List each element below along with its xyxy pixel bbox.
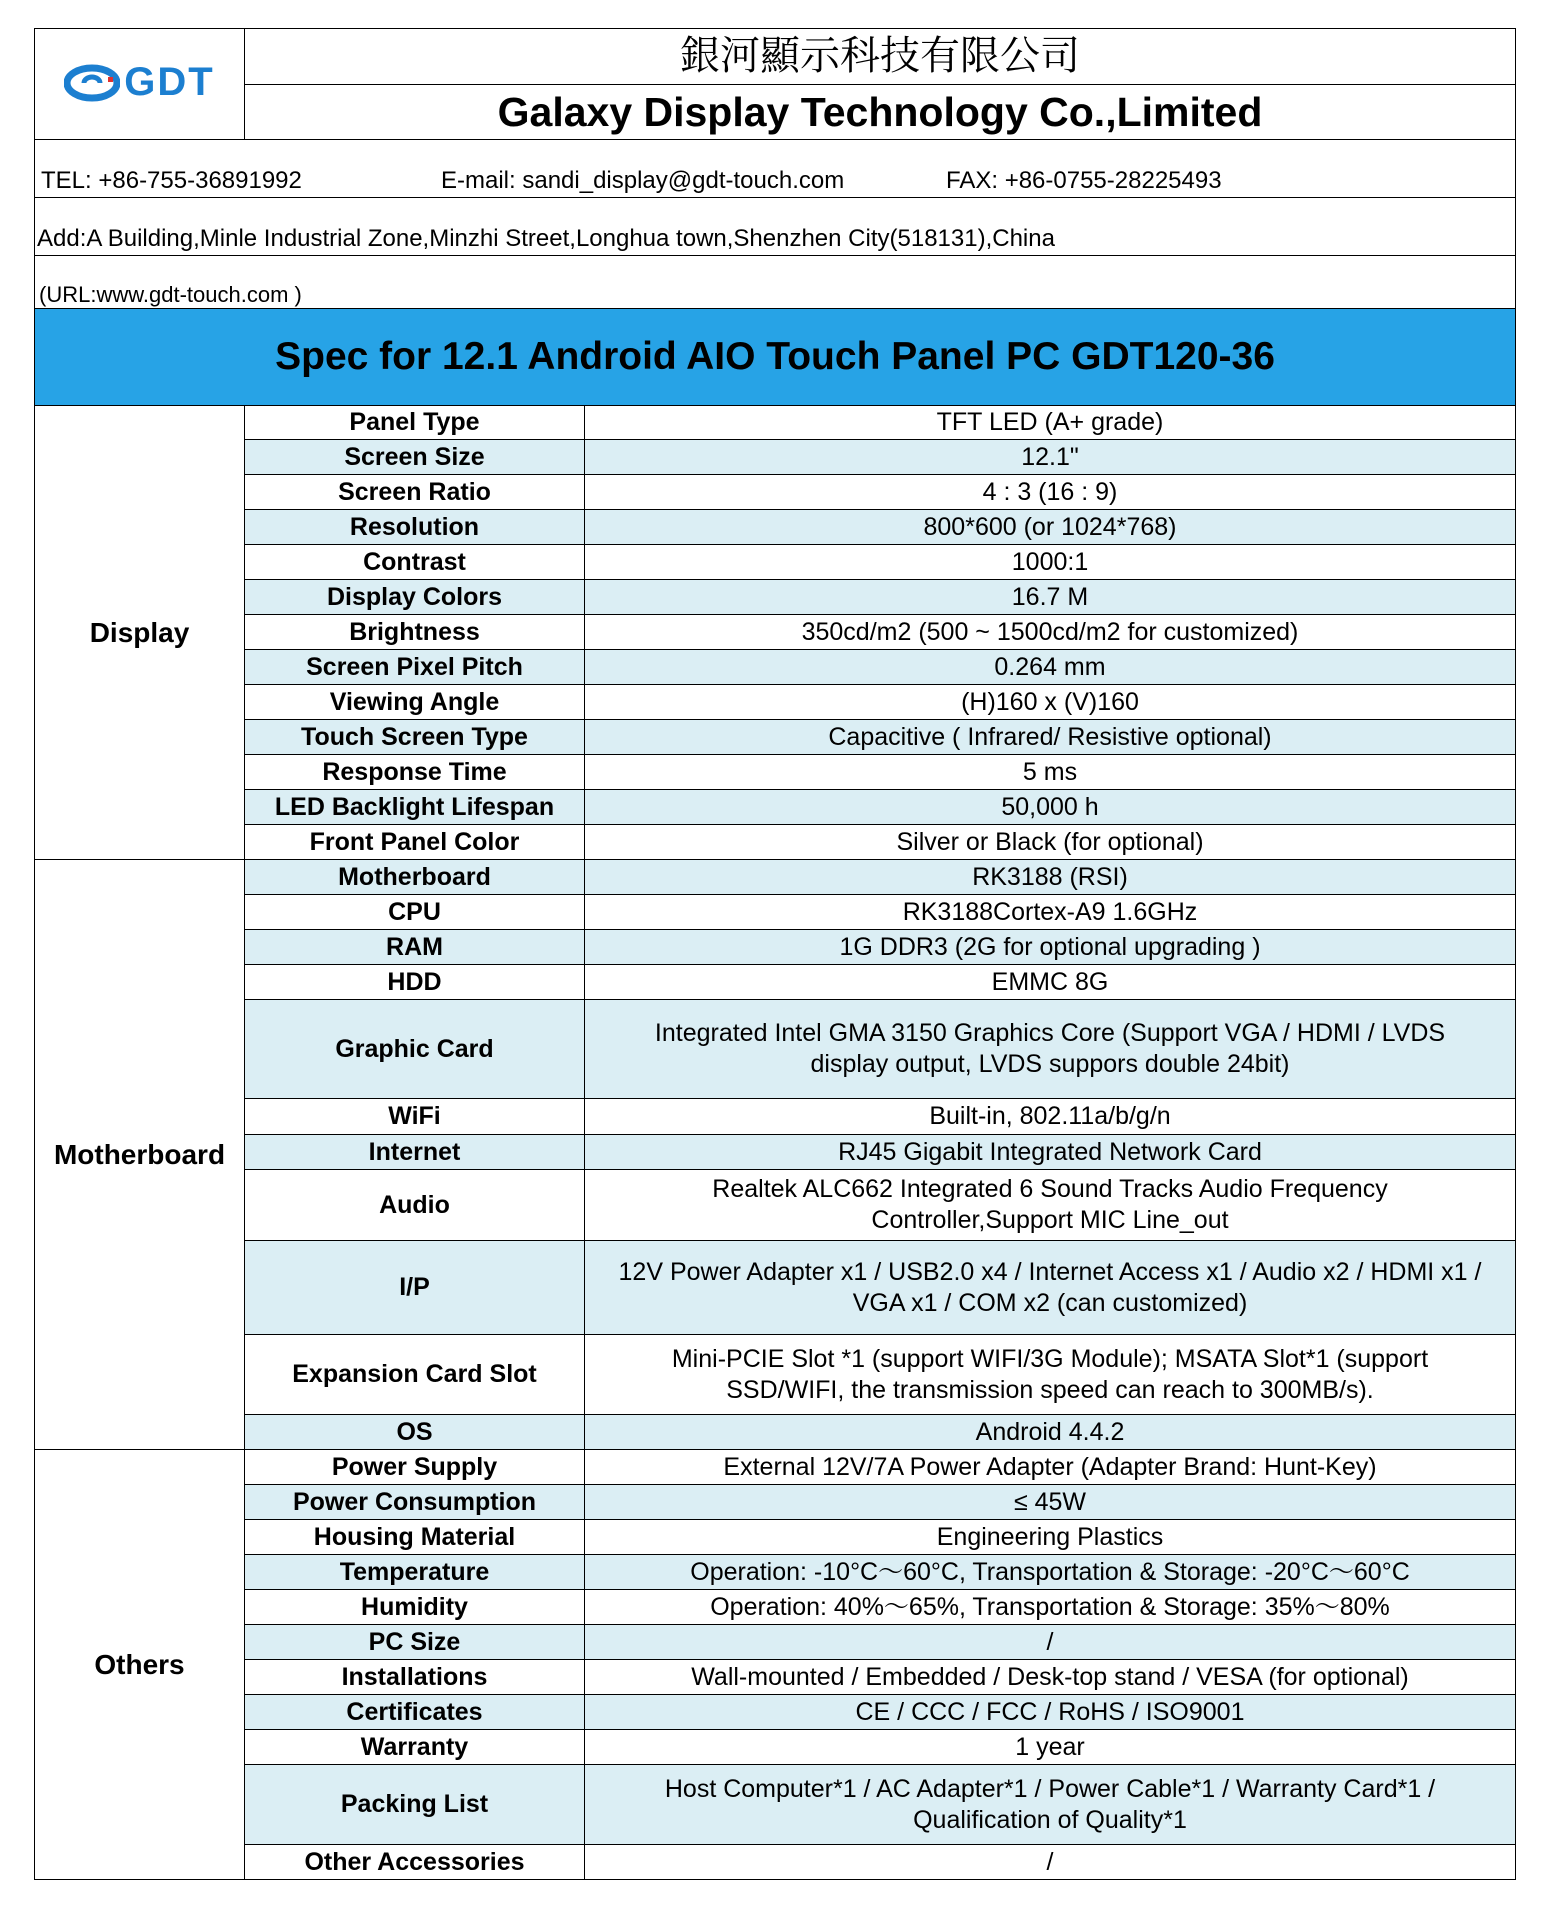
spec-label: Resolution xyxy=(245,510,585,545)
email-text: E-mail: sandi_display@gdt-touch.com xyxy=(441,167,845,194)
spec-value: 50,000 h xyxy=(585,790,1516,825)
spec-value: 1000:1 xyxy=(585,545,1516,580)
spec-value: Operation: 40%～65%, Transportation & Storage: 35%～80% xyxy=(585,1590,1516,1625)
logo-text: GDT xyxy=(124,60,215,105)
spec-label: Front Panel Color xyxy=(245,825,585,860)
tel-text: TEL: +86-755-36891992 xyxy=(41,167,302,194)
spec-label: Temperature xyxy=(245,1555,585,1590)
spec-value: 5 ms xyxy=(585,755,1516,790)
spec-sheet xyxy=(34,28,1516,1880)
spec-value: Engineering Plastics xyxy=(585,1520,1516,1555)
spec-label: HDD xyxy=(245,965,585,1000)
contact-line xyxy=(35,140,1516,198)
spec-value: 12V Power Adapter x1 / USB2.0 x4 / Internet Access x1 / Audio x2 / HDMI x1 / VGA x1 / COM x2 (can customized) xyxy=(585,1241,1516,1335)
spec-value: Silver or Black (for optional) xyxy=(585,825,1516,860)
spec-label: Contrast xyxy=(245,545,585,580)
spec-label: Audio xyxy=(245,1170,585,1241)
spec-value: (H)160 x (V)160 xyxy=(585,685,1516,720)
spec-label: LED Backlight Lifespan xyxy=(245,790,585,825)
spec-label: Graphic Card xyxy=(245,1000,585,1099)
spec-label: Certificates xyxy=(245,1695,585,1730)
spec-value: TFT LED (A+ grade) xyxy=(585,406,1516,440)
spec-label: Installations xyxy=(245,1660,585,1695)
spec-value: 0.264 mm xyxy=(585,650,1516,685)
spec-value: External 12V/7A Power Adapter (Adapter Brand: Hunt-Key) xyxy=(585,1450,1516,1485)
spec-value: Integrated Intel GMA 3150 Graphics Core (Support VGA / HDMI / LVDS display output, LVDS suppors double 24bit) xyxy=(585,1000,1516,1099)
spec-value: 350cd/m2 (500 ~ 1500cd/m2 for customized) xyxy=(585,615,1516,650)
address-text: Add:A Building,Minle Industrial Zone,Minzhi Street,Longhua town,Shenzhen City(518131),China xyxy=(35,198,1516,256)
category-display: Display xyxy=(35,406,245,860)
spec-value: / xyxy=(585,1625,1516,1660)
spec-label: Screen Ratio xyxy=(245,475,585,510)
spec-value: RJ45 Gigabit Integrated Network Card xyxy=(585,1135,1516,1170)
spec-label: Motherboard xyxy=(245,860,585,895)
spec-value: CE / CCC / FCC / RoHS / ISO9001 xyxy=(585,1695,1516,1730)
spec-label: Panel Type xyxy=(245,406,585,440)
spec-label: Screen Pixel Pitch xyxy=(245,650,585,685)
spec-value: Host Computer*1 / AC Adapter*1 / Power Cable*1 / Warranty Card*1 / Qualification of Quality*1 xyxy=(585,1765,1516,1845)
spec-value: 800*600 (or 1024*768) xyxy=(585,510,1516,545)
spec-value: Android 4.4.2 xyxy=(585,1415,1516,1450)
spec-label: RAM xyxy=(245,930,585,965)
spec-label: OS xyxy=(245,1415,585,1450)
spec-label: Brightness xyxy=(245,615,585,650)
spec-label: Humidity xyxy=(245,1590,585,1625)
spec-value: / xyxy=(585,1845,1516,1880)
spec-value: RK3188Cortex-A9 1.6GHz xyxy=(585,895,1516,930)
spec-value: Built-in, 802.11a/b/g/n xyxy=(585,1099,1516,1135)
spec-label: Packing List xyxy=(245,1765,585,1845)
spec-value: Operation: -10°C～60°C, Transportation & Storage: -20°C～60°C xyxy=(585,1555,1516,1590)
spec-title: Spec for 12.1 Android AIO Touch Panel PC GDT120-36 xyxy=(35,309,1516,406)
spec-label: WiFi xyxy=(245,1099,585,1135)
spec-value: 1 year xyxy=(585,1730,1516,1765)
spec-value: Capacitive ( Infrared/ Resistive optional) xyxy=(585,720,1516,755)
spec-value: 4 : 3 (16 : 9) xyxy=(585,475,1516,510)
category-motherboard: Motherboard xyxy=(35,860,245,1450)
spec-value: EMMC 8G xyxy=(585,965,1516,1000)
url-text: (URL:www.gdt-touch.com ) xyxy=(35,256,1516,309)
spec-value: Mini-PCIE Slot *1 (support WIFI/3G Module); MSATA Slot*1 (support SSD/WIFI, the transmission speed can reach to 300MB/s). xyxy=(585,1335,1516,1415)
spec-value: ≤ 45W xyxy=(585,1485,1516,1520)
spec-value: RK3188 (RSI) xyxy=(585,860,1516,895)
spec-label: I/P xyxy=(245,1241,585,1335)
spec-value: 12.1" xyxy=(585,440,1516,475)
spec-label: Viewing Angle xyxy=(245,685,585,720)
spec-label: CPU xyxy=(245,895,585,930)
gdt-swirl-icon xyxy=(64,63,120,103)
spec-value: 16.7 M xyxy=(585,580,1516,615)
spec-label: Power Consumption xyxy=(245,1485,585,1520)
spec-label: Warranty xyxy=(245,1730,585,1765)
spec-label: Expansion Card Slot xyxy=(245,1335,585,1415)
spec-label: Power Supply xyxy=(245,1450,585,1485)
company-logo xyxy=(64,60,214,105)
spec-value: Wall-mounted / Embedded / Desk-top stand / VESA (for optional) xyxy=(585,1660,1516,1695)
spec-label: Touch Screen Type xyxy=(245,720,585,755)
spec-value: 1G DDR3 (2G for optional upgrading ) xyxy=(585,930,1516,965)
fax-text: FAX: +86-0755-28225493 xyxy=(946,167,1222,194)
spec-label: Screen Size xyxy=(245,440,585,475)
spec-label: Response Time xyxy=(245,755,585,790)
spec-value: Realtek ALC662 Integrated 6 Sound Tracks Audio Frequency Controller,Support MIC Line_out xyxy=(585,1170,1516,1241)
spec-label: PC Size xyxy=(245,1625,585,1660)
spec-table xyxy=(34,28,1516,1880)
company-name-chinese: 銀河顯示科技有限公司 xyxy=(245,29,1516,85)
logo-cell xyxy=(35,29,245,140)
category-others: Others xyxy=(35,1450,245,1880)
company-name-english: Galaxy Display Technology Co.,Limited xyxy=(245,84,1516,140)
spec-label: Display Colors xyxy=(245,580,585,615)
spec-label: Internet xyxy=(245,1135,585,1170)
spec-label: Housing Material xyxy=(245,1520,585,1555)
spec-label: Other Accessories xyxy=(245,1845,585,1880)
